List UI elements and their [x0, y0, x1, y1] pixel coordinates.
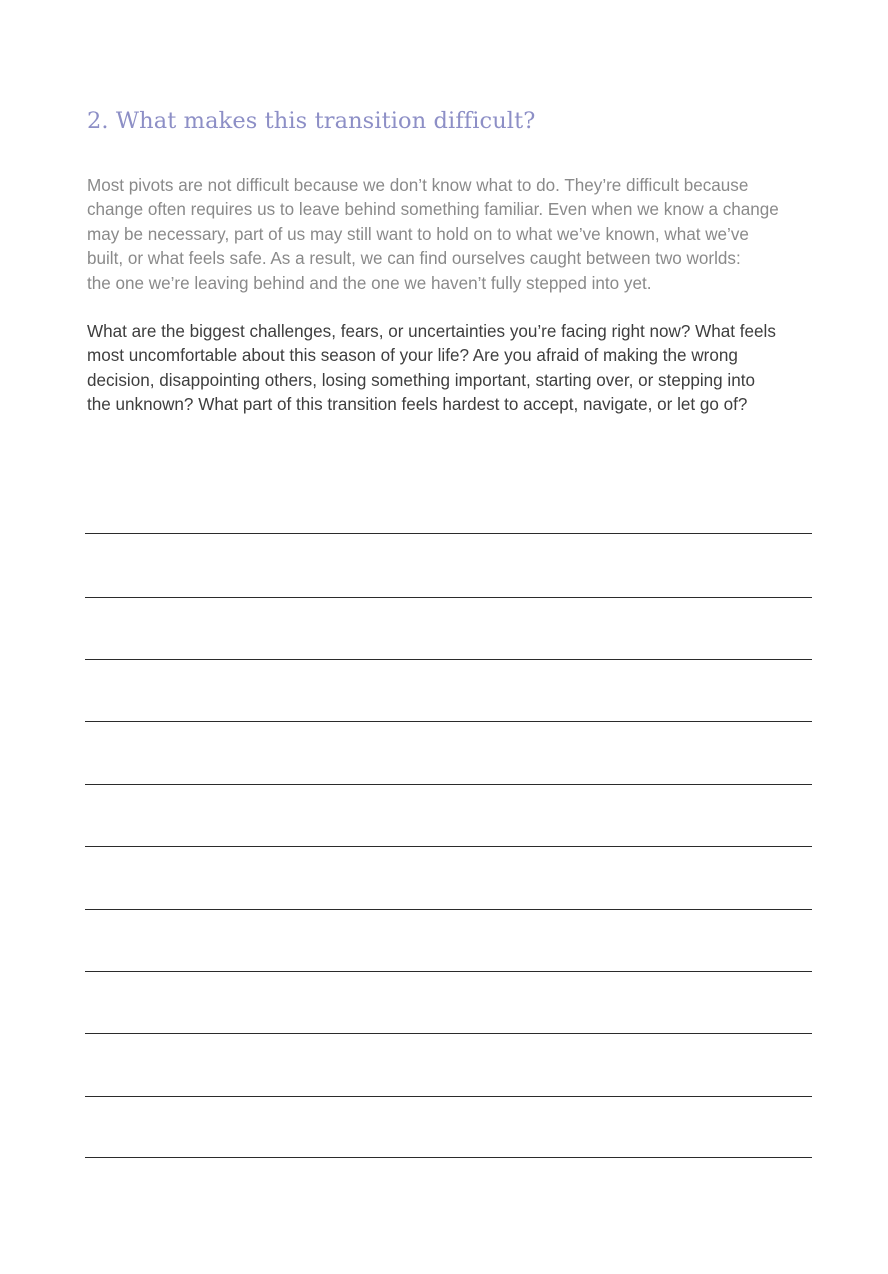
intro-line: may be necessary, part of us may still want to hold on to what we’ve known, what we’ve [87, 224, 749, 244]
writing-area[interactable] [85, 0, 812, 1274]
writing-line [85, 1096, 812, 1097]
writing-line [85, 1033, 812, 1034]
writing-line [85, 659, 812, 660]
writing-line [85, 784, 812, 785]
intro-line: Most pivots are not difficult because we don’t know what to do. They’re difficult because [87, 176, 749, 195]
writing-line [85, 971, 812, 972]
section-heading: 2. What makes this transition difficult? [87, 108, 536, 134]
intro-line: built, or what feels safe. As a result, we can find ourselves caught between two worlds: [87, 249, 741, 269]
writing-line [85, 846, 812, 847]
writing-line [85, 721, 812, 722]
prompt-line: What are the biggest challenges, fears, or uncertainties you’re facing right now? What feels [87, 322, 776, 341]
intro-line: change often requires us to leave behind something familiar. Even when we know a change [87, 200, 779, 220]
writing-line [85, 1157, 812, 1158]
prompt-line: the unknown? What part of this transition feels hardest to accept, navigate, or let go of? [87, 395, 748, 415]
writing-line [85, 533, 812, 534]
writing-line [85, 909, 812, 910]
intro-line: the one we’re leaving behind and the one we haven’t fully stepped into yet. [87, 273, 652, 293]
prompt-line: most uncomfortable about this season of your life? Are you afraid of making the wrong [87, 346, 738, 366]
writing-line [85, 597, 812, 598]
prompt-line: decision, disappointing others, losing something important, starting over, or stepping into [87, 370, 755, 390]
